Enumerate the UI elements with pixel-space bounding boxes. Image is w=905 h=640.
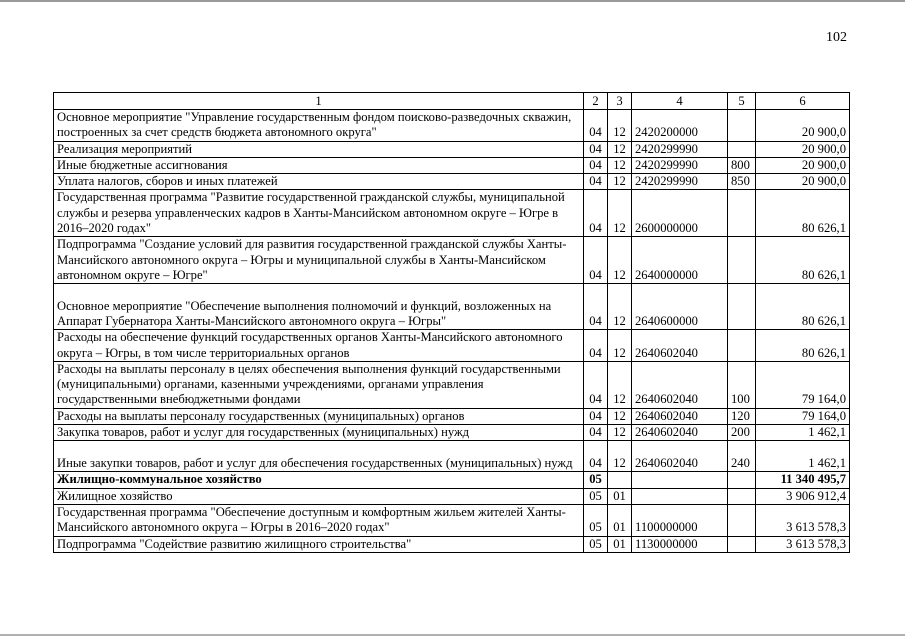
expense-type-cell: 200 bbox=[728, 425, 756, 441]
subsection-code-cell: 12 bbox=[608, 237, 632, 284]
table-row bbox=[54, 174, 850, 190]
section-code-cell: 04 bbox=[584, 110, 608, 142]
header-cell: 2 bbox=[584, 93, 608, 110]
target-article-cell: 2640602040 bbox=[632, 425, 728, 441]
target-article-cell: 2640602040 bbox=[632, 361, 728, 408]
item-name-cell: Основное мероприятие "Управление государственным фондом поисково-разведочных скважин, построенных за счет средств бюджета автономного округа" bbox=[54, 110, 584, 142]
expense-type-cell bbox=[728, 110, 756, 142]
table-header bbox=[54, 93, 850, 110]
header-cell: 1 bbox=[54, 93, 584, 110]
table-row bbox=[54, 330, 850, 362]
item-name-cell: Иные бюджетные ассигнования bbox=[54, 157, 584, 173]
item-name-cell: Расходы на обеспечение функций государственных органов Ханты-Мансийского автономного округа – Югры, в том числе территориальных органов bbox=[54, 330, 584, 362]
header-cell: 3 bbox=[608, 93, 632, 110]
subsection-code-cell: 12 bbox=[608, 141, 632, 157]
section-code-cell: 05 bbox=[584, 472, 608, 488]
scan-top-edge bbox=[0, 0, 905, 2]
target-article-cell: 2640000000 bbox=[632, 237, 728, 284]
subsection-code-cell: 12 bbox=[608, 441, 632, 472]
item-name-cell: Реализация мероприятий bbox=[54, 141, 584, 157]
amount-cell: 3 906 912,4 bbox=[756, 488, 850, 504]
target-article-cell: 2420299990 bbox=[632, 174, 728, 190]
amount-cell: 3 613 578,3 bbox=[756, 504, 850, 536]
budget-table bbox=[53, 92, 850, 553]
subsection-code-cell: 12 bbox=[608, 190, 632, 237]
table-row bbox=[54, 157, 850, 173]
expense-type-cell: 240 bbox=[728, 441, 756, 472]
amount-cell: 80 626,1 bbox=[756, 284, 850, 330]
amount-cell: 20 900,0 bbox=[756, 157, 850, 173]
table-row bbox=[54, 488, 850, 504]
target-article-cell: 2640600000 bbox=[632, 284, 728, 330]
amount-cell: 3 613 578,3 bbox=[756, 536, 850, 552]
expense-type-cell: 850 bbox=[728, 174, 756, 190]
subsection-code-cell: 12 bbox=[608, 330, 632, 362]
section-code-cell: 04 bbox=[584, 330, 608, 362]
target-article-cell: 2420299990 bbox=[632, 157, 728, 173]
item-name-cell: Жилищное хозяйство bbox=[54, 488, 584, 504]
target-article-cell bbox=[632, 488, 728, 504]
expense-type-cell: 100 bbox=[728, 361, 756, 408]
header-cell: 6 bbox=[756, 93, 850, 110]
expense-type-cell bbox=[728, 536, 756, 552]
section-code-cell: 04 bbox=[584, 174, 608, 190]
table-row bbox=[54, 141, 850, 157]
expense-type-cell: 120 bbox=[728, 408, 756, 424]
section-code-cell: 04 bbox=[584, 361, 608, 408]
table-row bbox=[54, 190, 850, 237]
scan-bottom-edge bbox=[0, 634, 905, 636]
expense-type-cell bbox=[728, 141, 756, 157]
subsection-code-cell: 01 bbox=[608, 488, 632, 504]
amount-cell: 79 164,0 bbox=[756, 361, 850, 408]
section-code-cell: 04 bbox=[584, 157, 608, 173]
subsection-code-cell: 12 bbox=[608, 361, 632, 408]
table-row bbox=[54, 425, 850, 441]
header-cell: 5 bbox=[728, 93, 756, 110]
section-code-cell: 05 bbox=[584, 488, 608, 504]
expense-type-cell bbox=[728, 330, 756, 362]
table-row bbox=[54, 504, 850, 536]
target-article-cell: 2640602040 bbox=[632, 408, 728, 424]
subsection-code-cell: 12 bbox=[608, 157, 632, 173]
target-article-cell: 1130000000 bbox=[632, 536, 728, 552]
expense-type-cell bbox=[728, 190, 756, 237]
item-name-cell: Иные закупки товаров, работ и услуг для обеспечения государственных (муниципальных) нужд bbox=[54, 441, 584, 472]
expense-type-cell bbox=[728, 237, 756, 284]
expense-type-cell bbox=[728, 472, 756, 488]
item-name-cell: Закупка товаров, работ и услуг для государственных (муниципальных) нужд bbox=[54, 425, 584, 441]
section-code-cell: 04 bbox=[584, 190, 608, 237]
table-row bbox=[54, 472, 850, 488]
subsection-code-cell: 12 bbox=[608, 284, 632, 330]
amount-cell: 20 900,0 bbox=[756, 110, 850, 142]
section-code-cell: 04 bbox=[584, 425, 608, 441]
subsection-code-cell: 01 bbox=[608, 536, 632, 552]
subsection-code-cell: 12 bbox=[608, 174, 632, 190]
amount-cell: 79 164,0 bbox=[756, 408, 850, 424]
target-article-cell: 2640602040 bbox=[632, 330, 728, 362]
amount-cell: 1 462,1 bbox=[756, 425, 850, 441]
target-article-cell: 2420299990 bbox=[632, 141, 728, 157]
table-row bbox=[54, 536, 850, 552]
table-row bbox=[54, 361, 850, 408]
section-code-cell: 04 bbox=[584, 237, 608, 284]
item-name-cell: Уплата налогов, сборов и иных платежей bbox=[54, 174, 584, 190]
item-name-cell: Государственная программа "Развитие государственной гражданской службы, муниципальной службы и резерва управленческих кадров в Ханты-Мансийском автономном округе – Югре в 2016–2020 годах" bbox=[54, 190, 584, 237]
item-name-cell: Расходы на выплаты персоналу в целях обеспечения выполнения функций государственными (муниципальными) органами, казенными учреждениями, органами управления государственными внебюджетными фондами bbox=[54, 361, 584, 408]
section-code-cell: 05 bbox=[584, 504, 608, 536]
table-body bbox=[54, 110, 850, 553]
subsection-code-cell: 01 bbox=[608, 504, 632, 536]
amount-cell: 20 900,0 bbox=[756, 174, 850, 190]
subsection-code-cell: 12 bbox=[608, 408, 632, 424]
table-row bbox=[54, 284, 850, 330]
section-code-cell: 04 bbox=[584, 284, 608, 330]
subsection-code-cell: 12 bbox=[608, 425, 632, 441]
table-row bbox=[54, 110, 850, 142]
header-cell: 4 bbox=[632, 93, 728, 110]
amount-cell: 20 900,0 bbox=[756, 141, 850, 157]
subsection-code-cell: 12 bbox=[608, 110, 632, 142]
amount-cell: 1 462,1 bbox=[756, 441, 850, 472]
target-article-cell bbox=[632, 472, 728, 488]
item-name-cell: Подпрограмма "Создание условий для развития государственной гражданской службы Ханты-Мансийского автономного округа – Югры и муниципальной службы в Ханты-Мансийском автономном округе – Югре" bbox=[54, 237, 584, 284]
expense-type-cell: 800 bbox=[728, 157, 756, 173]
target-article-cell: 2600000000 bbox=[632, 190, 728, 237]
subsection-code-cell bbox=[608, 472, 632, 488]
expense-type-cell bbox=[728, 504, 756, 536]
expense-type-cell bbox=[728, 488, 756, 504]
table-row bbox=[54, 441, 850, 472]
item-name-cell: Государственная программа "Обеспечение доступным и комфортным жильем жителей Ханты-Мансийского автономного округа – Югры в 2016–2020 годах" bbox=[54, 504, 584, 536]
amount-cell: 80 626,1 bbox=[756, 190, 850, 237]
target-article-cell: 2420200000 bbox=[632, 110, 728, 142]
header-row bbox=[54, 93, 850, 110]
page-number: 102 bbox=[826, 30, 847, 45]
item-name-cell: Основное мероприятие "Обеспечение выполнения полномочий и функций, возложенных на Аппарат Губернатора Ханты-Мансийского автономного округа – Югры" bbox=[54, 284, 584, 330]
item-name-cell: Жилищно-коммунальное хозяйство bbox=[54, 472, 584, 488]
amount-cell: 11 340 495,7 bbox=[756, 472, 850, 488]
item-name-cell: Расходы на выплаты персоналу государственных (муниципальных) органов bbox=[54, 408, 584, 424]
table-row bbox=[54, 408, 850, 424]
amount-cell: 80 626,1 bbox=[756, 237, 850, 284]
expense-type-cell bbox=[728, 284, 756, 330]
section-code-cell: 04 bbox=[584, 408, 608, 424]
target-article-cell: 2640602040 bbox=[632, 441, 728, 472]
table-row bbox=[54, 237, 850, 284]
item-name-cell: Подпрограмма "Содействие развитию жилищного строительства" bbox=[54, 536, 584, 552]
section-code-cell: 05 bbox=[584, 536, 608, 552]
target-article-cell: 1100000000 bbox=[632, 504, 728, 536]
section-code-cell: 04 bbox=[584, 141, 608, 157]
amount-cell: 80 626,1 bbox=[756, 330, 850, 362]
section-code-cell: 04 bbox=[584, 441, 608, 472]
